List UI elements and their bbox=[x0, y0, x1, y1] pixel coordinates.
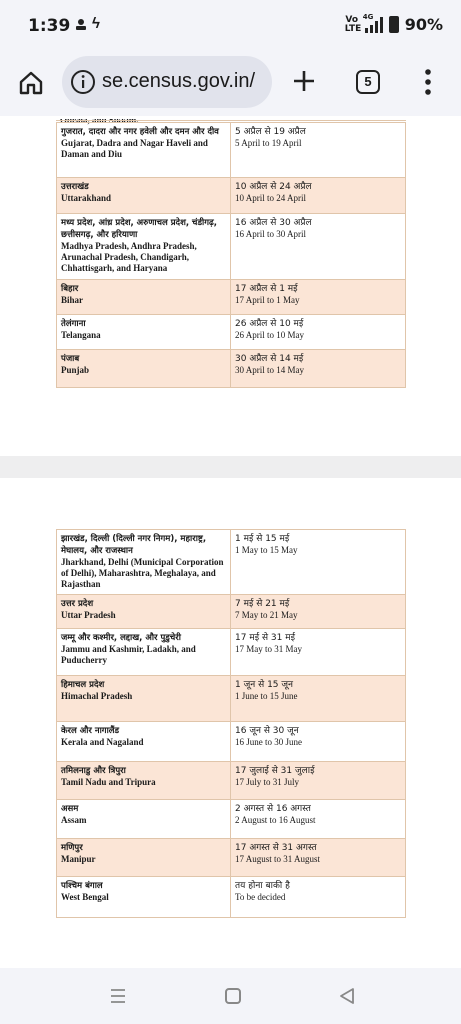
address-bar[interactable] bbox=[62, 56, 272, 108]
dates-cell bbox=[231, 530, 406, 595]
state-cell bbox=[57, 676, 231, 722]
status-bar bbox=[0, 0, 461, 52]
table-row bbox=[57, 629, 406, 676]
dates-hindi: 10 अप्रैल से 24 अप्रैल bbox=[235, 182, 312, 192]
dates-english: 16 June to 30 June bbox=[235, 737, 302, 747]
state-name-english: Madhya Pradesh, Andhra Pradesh, Arunachal Pradesh, Chandigarh, Chhattisgarh, and Haryana bbox=[61, 241, 197, 273]
table-border bbox=[56, 120, 406, 121]
table-row bbox=[57, 839, 406, 877]
home-button[interactable] bbox=[225, 988, 241, 1004]
state-name-english: Punjab bbox=[61, 365, 90, 375]
url-text: se.census.gov.in/ bbox=[102, 70, 256, 92]
dates-english: 1 May to 15 May bbox=[235, 545, 298, 555]
state-cell bbox=[57, 762, 231, 800]
state-cell bbox=[57, 800, 231, 839]
state-name-hindi: मध्य प्रदेश, आंध्र प्रदेश, अरुणाचल प्रदेश, चंडीगढ़, छत्तीसगढ़, और हरियाणा bbox=[61, 218, 217, 240]
recent-apps-icon[interactable] bbox=[110, 988, 126, 1004]
battery-icon bbox=[389, 16, 399, 33]
volte-icon: Vo LTE bbox=[344, 14, 362, 34]
dates-cell bbox=[231, 350, 406, 388]
state-name-hindi: जम्मू और कश्मीर, लद्दाख, और पुडुचेरी bbox=[61, 633, 181, 643]
state-name-hindi: उत्तर प्रदेश bbox=[61, 599, 94, 609]
dates-hindi: 1 जून से 15 जून bbox=[235, 680, 294, 690]
dates-english: 5 April to 19 April bbox=[235, 138, 302, 148]
state-cell bbox=[57, 629, 231, 676]
dates-cell bbox=[231, 178, 406, 214]
dates-english: 30 April to 14 May bbox=[235, 365, 304, 375]
charging-icon: ϟ bbox=[92, 15, 100, 32]
dates-hindi: 1 मई से 15 मई bbox=[235, 534, 290, 544]
dates-english: 26 April to 10 May bbox=[235, 330, 304, 340]
table-row bbox=[57, 350, 406, 388]
notification-app-icon bbox=[74, 18, 88, 32]
page-break bbox=[0, 456, 461, 478]
state-cell bbox=[57, 722, 231, 762]
table-row bbox=[57, 315, 406, 350]
info-icon[interactable] bbox=[70, 69, 96, 95]
state-cell bbox=[57, 214, 231, 280]
dates-cell bbox=[231, 123, 406, 178]
dates-hindi: 26 अप्रैल से 10 मई bbox=[235, 319, 304, 329]
state-cell bbox=[57, 280, 231, 315]
state-name-hindi: बिहार bbox=[61, 284, 79, 294]
state-name-english: Gujarat, Dadra and Nagar Haveli and Daman and Diu bbox=[61, 138, 208, 159]
dates-hindi: 17 मई से 31 मई bbox=[235, 633, 296, 643]
new-tab-icon[interactable] bbox=[291, 68, 317, 94]
state-name-english: Jammu and Kashmir, Ladakh, and Puducherry bbox=[61, 644, 196, 665]
page-content bbox=[0, 116, 461, 968]
table-row bbox=[57, 214, 406, 280]
dates-hindi: तय होना बाकी है bbox=[235, 881, 290, 891]
state-name-hindi: गुजरात, दादरा और नगर हवेली और दमन और दीव bbox=[61, 127, 219, 137]
system-nav-bar bbox=[0, 968, 461, 1024]
dates-hindi: 16 जून से 30 जून bbox=[235, 726, 299, 736]
table-row bbox=[57, 676, 406, 722]
clock: 1:39 bbox=[28, 16, 71, 36]
dates-english: 17 April to 1 May bbox=[235, 295, 300, 305]
tab-switcher-button[interactable]: 5 bbox=[356, 70, 380, 94]
dates-hindi: 30 अप्रैल से 14 मई bbox=[235, 354, 304, 364]
state-cell bbox=[57, 315, 231, 350]
dates-hindi: 16 अप्रैल से 30 अप्रैल bbox=[235, 218, 312, 228]
state-cell bbox=[57, 530, 231, 595]
state-cell bbox=[57, 595, 231, 629]
state-name-english: Uttarakhand bbox=[61, 193, 112, 203]
table-row bbox=[57, 877, 406, 918]
dates-cell bbox=[231, 877, 406, 918]
dates-cell bbox=[231, 762, 406, 800]
dates-cell bbox=[231, 839, 406, 877]
state-name-english: Telangana bbox=[61, 330, 101, 340]
table-row bbox=[57, 800, 406, 839]
state-name-hindi: मणिपुर bbox=[61, 843, 83, 853]
dates-english: To be decided bbox=[235, 892, 286, 902]
state-name-english: Uttar Pradesh bbox=[61, 610, 116, 620]
state-name-hindi: पंजाब bbox=[61, 354, 80, 364]
state-name-english: Bihar bbox=[61, 295, 84, 305]
state-name-hindi: केरल और नागालैंड bbox=[61, 726, 120, 736]
table-row bbox=[57, 178, 406, 214]
dates-cell bbox=[231, 676, 406, 722]
state-name-english: West Bengal bbox=[61, 892, 109, 902]
dates-english: 1 June to 15 June bbox=[235, 691, 298, 701]
schedule-table-1 bbox=[56, 122, 406, 388]
dates-cell bbox=[231, 315, 406, 350]
state-cell bbox=[57, 877, 231, 918]
state-name-hindi: असम bbox=[61, 804, 79, 814]
dates-hindi: 5 अप्रैल से 19 अप्रैल bbox=[235, 127, 306, 137]
back-icon[interactable] bbox=[338, 987, 356, 1005]
state-name-hindi: झारखंड, दिल्ली (दिल्ली नगर निगम), महाराष्ट्र, मेघालय, और राजस्थान bbox=[61, 534, 207, 556]
dates-hindi: 17 जुलाई से 31 जुलाई bbox=[235, 766, 315, 776]
state-name-hindi: हिमाचल प्रदेश bbox=[61, 680, 105, 690]
state-name-english: Manipur bbox=[61, 854, 96, 864]
state-cell bbox=[57, 839, 231, 877]
state-name-hindi: पश्चिम बंगाल bbox=[61, 881, 103, 891]
dates-english: 17 May to 31 May bbox=[235, 644, 302, 654]
table-row bbox=[57, 123, 406, 178]
browser-toolbar bbox=[0, 52, 461, 116]
dates-hindi: 2 अगस्त से 16 अगस्त bbox=[235, 804, 311, 814]
state-name-english: Himachal Pradesh bbox=[61, 691, 133, 701]
dates-cell bbox=[231, 722, 406, 762]
state-name-hindi: उत्तराखंड bbox=[61, 182, 89, 192]
table-row bbox=[57, 595, 406, 629]
dates-hindi: 17 अप्रैल से 1 मई bbox=[235, 284, 298, 294]
table-row bbox=[57, 530, 406, 595]
dates-cell bbox=[231, 629, 406, 676]
state-cell bbox=[57, 123, 231, 178]
dates-cell bbox=[231, 595, 406, 629]
schedule-table-2 bbox=[56, 529, 406, 918]
signal-icon: 4G bbox=[365, 17, 383, 33]
home-icon[interactable] bbox=[18, 70, 44, 96]
dates-english: 16 April to 30 April bbox=[235, 229, 307, 239]
dates-english: 17 August to 31 August bbox=[235, 854, 321, 864]
table-row bbox=[57, 280, 406, 315]
battery-percent: 90% bbox=[404, 15, 443, 34]
dates-hindi: 17 अगस्त से 31 अगस्त bbox=[235, 843, 317, 853]
status-icons bbox=[344, 12, 443, 34]
more-options-icon[interactable] bbox=[424, 68, 432, 96]
state-name-english: Tamil Nadu and Tripura bbox=[61, 777, 156, 787]
dates-cell bbox=[231, 214, 406, 280]
state-name-english: Jharkhand, Delhi (Municipal Corporation of Delhi), Maharashtra, Meghalaya, and Rajasthan bbox=[61, 557, 224, 589]
dates-english: 2 August to 16 August bbox=[235, 815, 316, 825]
dates-english: 10 April to 24 April bbox=[235, 193, 307, 203]
dates-cell bbox=[231, 800, 406, 839]
state-name-hindi: तेलंगाना bbox=[61, 319, 86, 329]
table-row bbox=[57, 722, 406, 762]
dates-english: 17 July to 31 July bbox=[235, 777, 300, 787]
state-name-english: Kerala and Nagaland bbox=[61, 737, 144, 747]
state-cell bbox=[57, 350, 231, 388]
table-row bbox=[57, 762, 406, 800]
state-cell bbox=[57, 178, 231, 214]
state-name-hindi: तमिलनाडु और त्रिपुरा bbox=[61, 766, 126, 776]
dates-english: 7 May to 21 May bbox=[235, 610, 298, 620]
dates-cell bbox=[231, 280, 406, 315]
state-name-english: Assam bbox=[61, 815, 87, 825]
dates-hindi: 7 मई से 21 मई bbox=[235, 599, 290, 609]
